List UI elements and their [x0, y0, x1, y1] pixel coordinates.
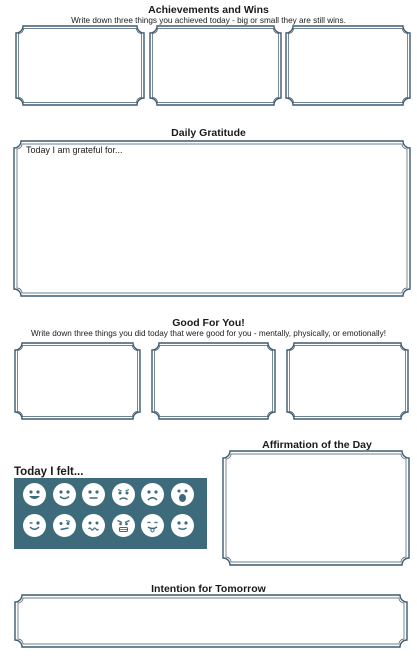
neutral-face-icon[interactable]	[82, 483, 105, 506]
intention-title: Intention for Tomorrow	[151, 583, 266, 595]
gratitude-prompt: Today I am grateful for...	[26, 145, 123, 155]
ornate-frame	[222, 450, 410, 566]
affirmation-title: Affirmation of the Day	[262, 439, 372, 451]
good-for-you-box-2[interactable]	[151, 342, 276, 420]
wavy-mouth-face-icon[interactable]	[82, 514, 105, 537]
mood-panel	[14, 478, 207, 549]
good-for-you-box-3[interactable]	[286, 342, 409, 420]
ornate-frame	[151, 342, 276, 420]
gratitude-title: Daily Gratitude	[171, 127, 246, 139]
slight-smile-face-icon[interactable]	[171, 514, 194, 537]
tongue-out-face-icon[interactable]	[141, 514, 164, 537]
gratitude-box[interactable]	[13, 140, 411, 297]
good-for-you-subtitle: Write down three things you did today that were good for you - mentally, physically, or emotionally!	[31, 329, 386, 338]
shocked-face-icon[interactable]	[171, 483, 194, 506]
achievement-box-3[interactable]	[285, 25, 411, 106]
ornate-frame	[14, 342, 141, 420]
smiling-face-icon[interactable]	[53, 483, 76, 506]
angry-face-icon[interactable]	[112, 514, 135, 537]
ornate-frame	[149, 25, 282, 106]
achievement-box-2[interactable]	[149, 25, 282, 106]
achievements-subtitle: Write down three things you achieved today - big or small they are still wins.	[71, 16, 346, 25]
affirmation-box[interactable]	[222, 450, 410, 566]
achievement-box-1[interactable]	[15, 25, 145, 106]
ornate-frame	[13, 140, 411, 297]
ornate-frame	[286, 342, 409, 420]
mood-title: Today I felt...	[14, 466, 84, 478]
winking-face-icon[interactable]	[23, 514, 46, 537]
intention-box[interactable]	[14, 594, 408, 648]
frowning-face-icon[interactable]	[141, 483, 164, 506]
ornate-frame	[14, 594, 408, 648]
confused-face-icon[interactable]	[53, 514, 76, 537]
achievements-title: Achievements and Wins	[148, 4, 269, 16]
good-for-you-box-1[interactable]	[14, 342, 141, 420]
ornate-frame	[15, 25, 145, 106]
ornate-frame	[285, 25, 411, 106]
grinning-face-icon[interactable]	[23, 483, 46, 506]
worried-face-icon[interactable]	[112, 483, 135, 506]
good-for-you-title: Good For You!	[172, 317, 245, 329]
